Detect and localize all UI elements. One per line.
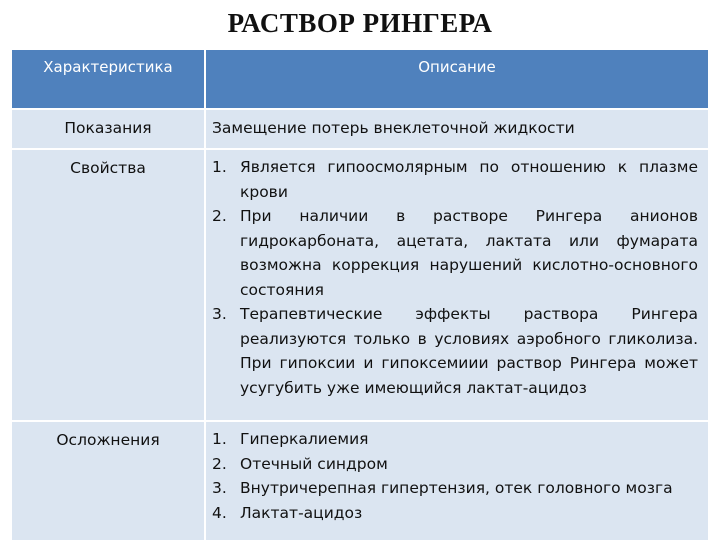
complications-list bbox=[212, 427, 698, 525]
row-indications-text: Замещение потерь внеклеточной жидкости bbox=[212, 119, 575, 137]
list-item bbox=[212, 427, 698, 452]
list-item-number: 3. bbox=[212, 305, 227, 323]
list-item bbox=[212, 452, 698, 477]
list-item-text: Терапевтические эффекты раствора Рингера реализуются только в условиях аэробного гликолиза. При гипоксии и гипоксемиии раствор Рингера может усугубить уже имеющийся лактат-ацидоз bbox=[240, 305, 698, 397]
list-item-number: 3. bbox=[212, 479, 227, 497]
header-characteristic bbox=[12, 50, 204, 108]
row-complications-label-cell bbox=[12, 422, 204, 540]
properties-list bbox=[212, 155, 698, 400]
row-indications-label: Показания bbox=[64, 119, 152, 137]
row-complications-label: Осложнения bbox=[56, 431, 160, 449]
header-characteristic-label: Характеристика bbox=[43, 58, 173, 76]
header-description bbox=[206, 50, 708, 108]
list-item bbox=[212, 155, 698, 204]
list-item bbox=[212, 476, 698, 501]
list-item-text: Внутричерепная гипертензия, отек головного мозга bbox=[240, 479, 673, 497]
list-item bbox=[212, 204, 698, 302]
list-item-number: 2. bbox=[212, 454, 227, 473]
row-properties-label-cell bbox=[12, 150, 204, 420]
list-item-number: 1. bbox=[212, 158, 227, 176]
list-item bbox=[212, 501, 698, 526]
row-indications-label-cell bbox=[12, 110, 204, 148]
list-item-number: 2. bbox=[212, 207, 227, 225]
list-item-text: Является гипоосмолярным по отношению к плазме крови bbox=[240, 158, 698, 201]
info-table bbox=[12, 50, 708, 540]
row-properties-description-cell bbox=[206, 150, 708, 420]
list-item-text: Гиперкалиемия bbox=[240, 430, 369, 448]
page-title: РАСТВОР РИНГЕРА bbox=[227, 8, 493, 38]
list-item-text: Отечный синдром bbox=[240, 454, 388, 473]
list-item-number: 4. bbox=[212, 503, 227, 522]
header-description-label: Описание bbox=[418, 58, 496, 76]
list-item-text: При наличии в растворе Рингера анионов гидрокарбоната, ацетата, лактата или фумарата возможна коррекция нарушений кислотно-основного состояния bbox=[240, 207, 698, 299]
list-item-number: 1. bbox=[212, 430, 227, 448]
list-item-text: Лактат-ацидоз bbox=[240, 503, 363, 522]
row-properties-label: Свойства bbox=[70, 159, 146, 177]
row-indications-description-cell bbox=[206, 110, 708, 148]
list-item bbox=[212, 302, 698, 400]
row-complications-description-cell bbox=[206, 422, 708, 540]
